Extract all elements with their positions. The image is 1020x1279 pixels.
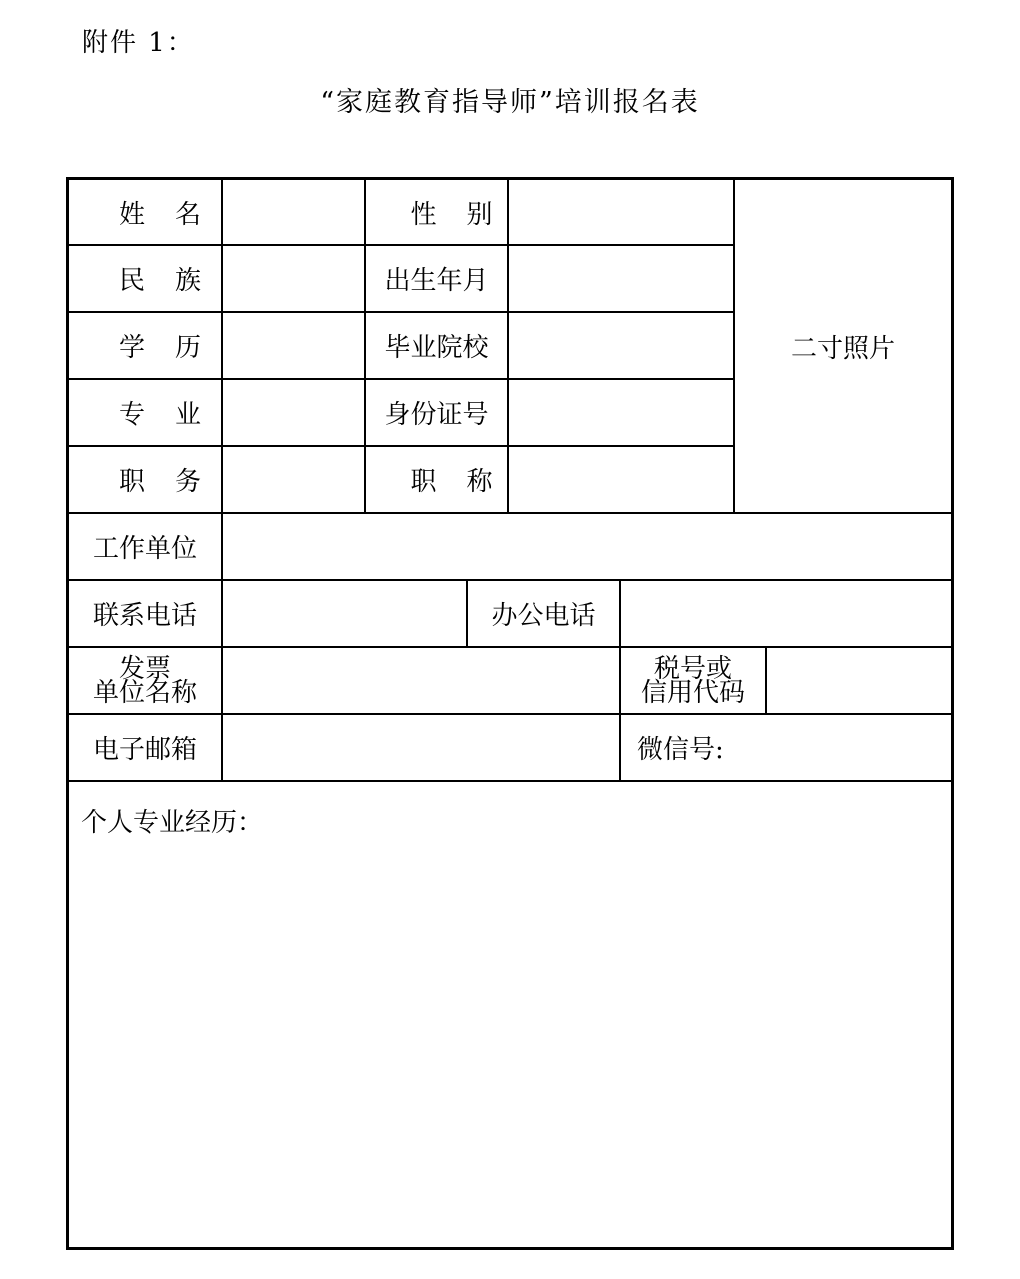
- id-number-label: 身份证号: [384, 400, 489, 430]
- employer-field[interactable]: [223, 514, 951, 579]
- tax-id-label: [621, 648, 765, 713]
- major-field[interactable]: [223, 380, 364, 445]
- email-label: 电子邮箱: [92, 735, 197, 765]
- birth-field[interactable]: [509, 246, 733, 311]
- professional-title-label: 职称: [410, 467, 523, 497]
- phone-field[interactable]: [223, 581, 466, 646]
- experience-field[interactable]: [69, 842, 951, 1247]
- form-title: “家庭教育指导师”培训报名表: [320, 87, 700, 118]
- attachment-label: 附件 1：: [82, 28, 195, 58]
- name-label: 姓名: [118, 199, 231, 230]
- education-label: 学历: [118, 333, 231, 363]
- employer-label: 工作单位: [92, 534, 197, 564]
- ethnicity-label: 民族: [118, 266, 231, 296]
- email-field[interactable]: [223, 715, 619, 780]
- wechat-label[interactable]: 微信号:: [637, 735, 724, 765]
- professional-title-field[interactable]: [509, 447, 733, 512]
- name-field[interactable]: [223, 180, 364, 244]
- gender-field[interactable]: [509, 180, 733, 244]
- registration-form: [66, 177, 954, 1250]
- position-field[interactable]: [223, 447, 364, 512]
- tax-label-line1: 税号或: [653, 653, 732, 684]
- position-label: 职务: [118, 467, 231, 497]
- phone-label: 联系电话: [92, 601, 197, 631]
- school-field[interactable]: [509, 313, 733, 378]
- office-phone-field[interactable]: [621, 581, 951, 646]
- ethnicity-field[interactable]: [223, 246, 364, 311]
- experience-label: 个人专业经历：: [81, 807, 264, 838]
- id-number-field[interactable]: [509, 380, 733, 445]
- invoice-label-line2: 单位名称: [92, 677, 197, 708]
- school-label: 毕业院校: [384, 333, 489, 363]
- invoice-label-line1: 发票: [118, 653, 171, 684]
- education-field[interactable]: [223, 313, 364, 378]
- office-phone-label: 办公电话: [491, 601, 596, 631]
- birth-label: 出生年月: [384, 266, 489, 296]
- major-label: 专业: [118, 400, 231, 430]
- tax-id-field[interactable]: [767, 648, 951, 713]
- photo-placeholder[interactable]: 二寸照片: [790, 333, 895, 364]
- gender-label: 性别: [410, 199, 523, 230]
- invoice-company-label: [69, 648, 221, 713]
- tax-label-line2: 信用代码: [640, 677, 745, 708]
- invoice-company-field[interactable]: [223, 648, 619, 713]
